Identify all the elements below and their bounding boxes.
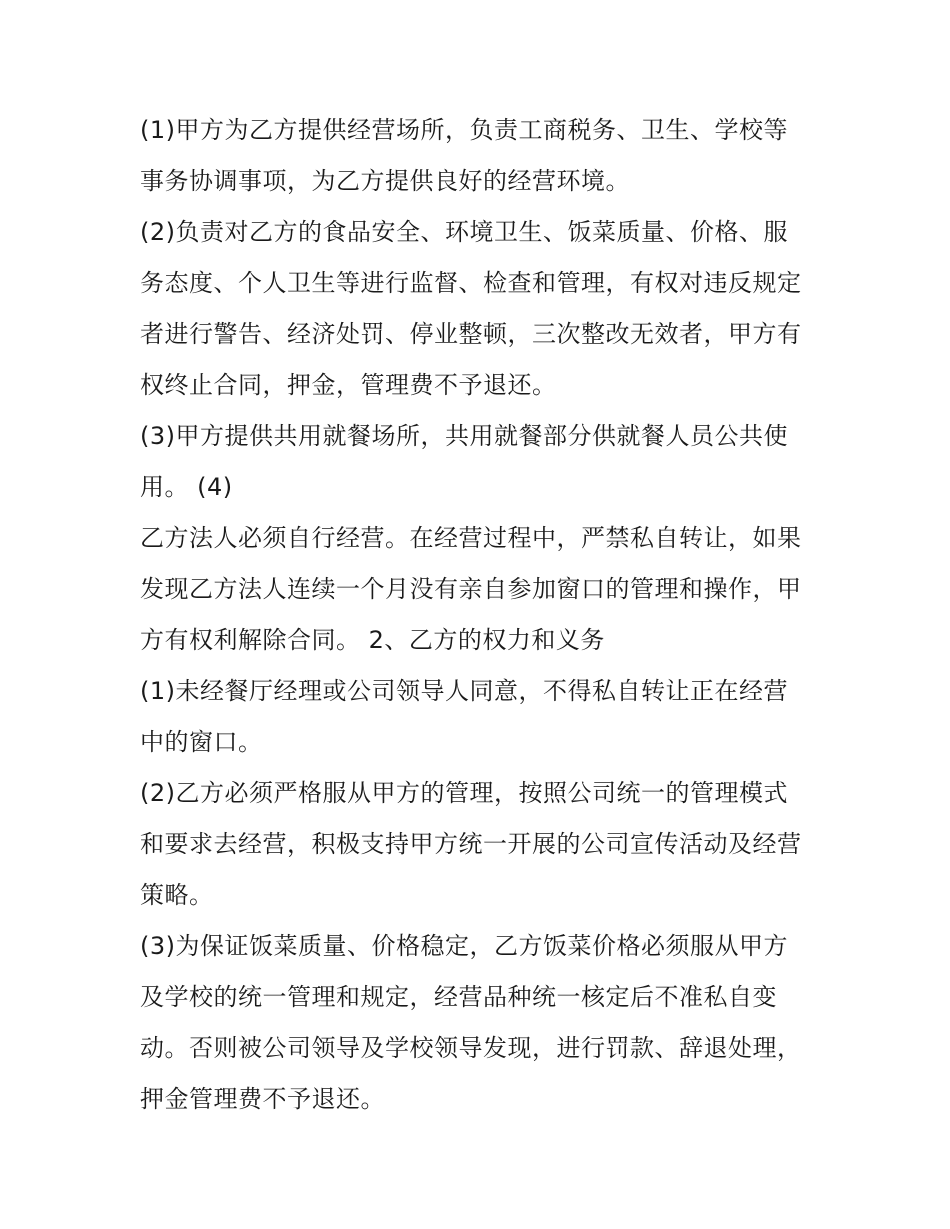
text-line: 事务协调事项，为乙方提供良好的经营环境。 <box>140 167 630 195</box>
text-line: 中的窗口。 <box>140 728 263 756</box>
text-line: (2)乙方必须严格服从甲方的管理，按照公司统一的管理模式 <box>140 779 788 807</box>
text-line: (3)甲方提供共用就餐场所，共用就餐部分供就餐人员公共使 <box>140 422 788 450</box>
text-line: 发现乙方法人连续一个月没有亲自参加窗口的管理和操作，甲 <box>140 575 802 603</box>
text-line: (1)甲方为乙方提供经营场所，负责工商税务、卫生、学校等 <box>140 116 788 144</box>
text-line: 乙方法人必须自行经营。在经营过程中，严禁私自转让，如果 <box>140 524 802 552</box>
text-line: 及学校的统一管理和规定，经营品种统一核定后不准私自变 <box>140 983 777 1011</box>
text-line: 者进行警告、经济处罚、停业整顿，三次整改无效者，甲方有 <box>140 320 802 348</box>
document-body <box>140 105 820 1125</box>
text-line: 务态度、个人卫生等进行监督、检查和管理，有权对违反规定 <box>140 269 802 297</box>
text-line: 动。否则被公司领导及学校领导发现，进行罚款、辞退处理， <box>140 1034 802 1062</box>
text-line: 策略。 <box>140 881 214 909</box>
text-line: 用。 (4) <box>140 473 233 501</box>
text-line: (1)未经餐厅经理或公司领导人同意，不得私自转让正在经营 <box>140 677 788 705</box>
text-line: 权终止合同，押金，管理费不予退还。 <box>140 371 557 399</box>
text-line: (3)为保证饭菜质量、价格稳定，乙方饭菜价格必须服从甲方 <box>140 932 788 960</box>
text-line: 押金管理费不予退还。 <box>140 1085 385 1113</box>
text-line: 方有权利解除合同。 2、乙方的权力和义务 <box>140 626 605 654</box>
text-line: 和要求去经营，积极支持甲方统一开展的公司宣传活动及经营 <box>140 830 802 858</box>
text-line: (2)负责对乙方的食品安全、环境卫生、饭菜质量、价格、服 <box>140 218 788 246</box>
